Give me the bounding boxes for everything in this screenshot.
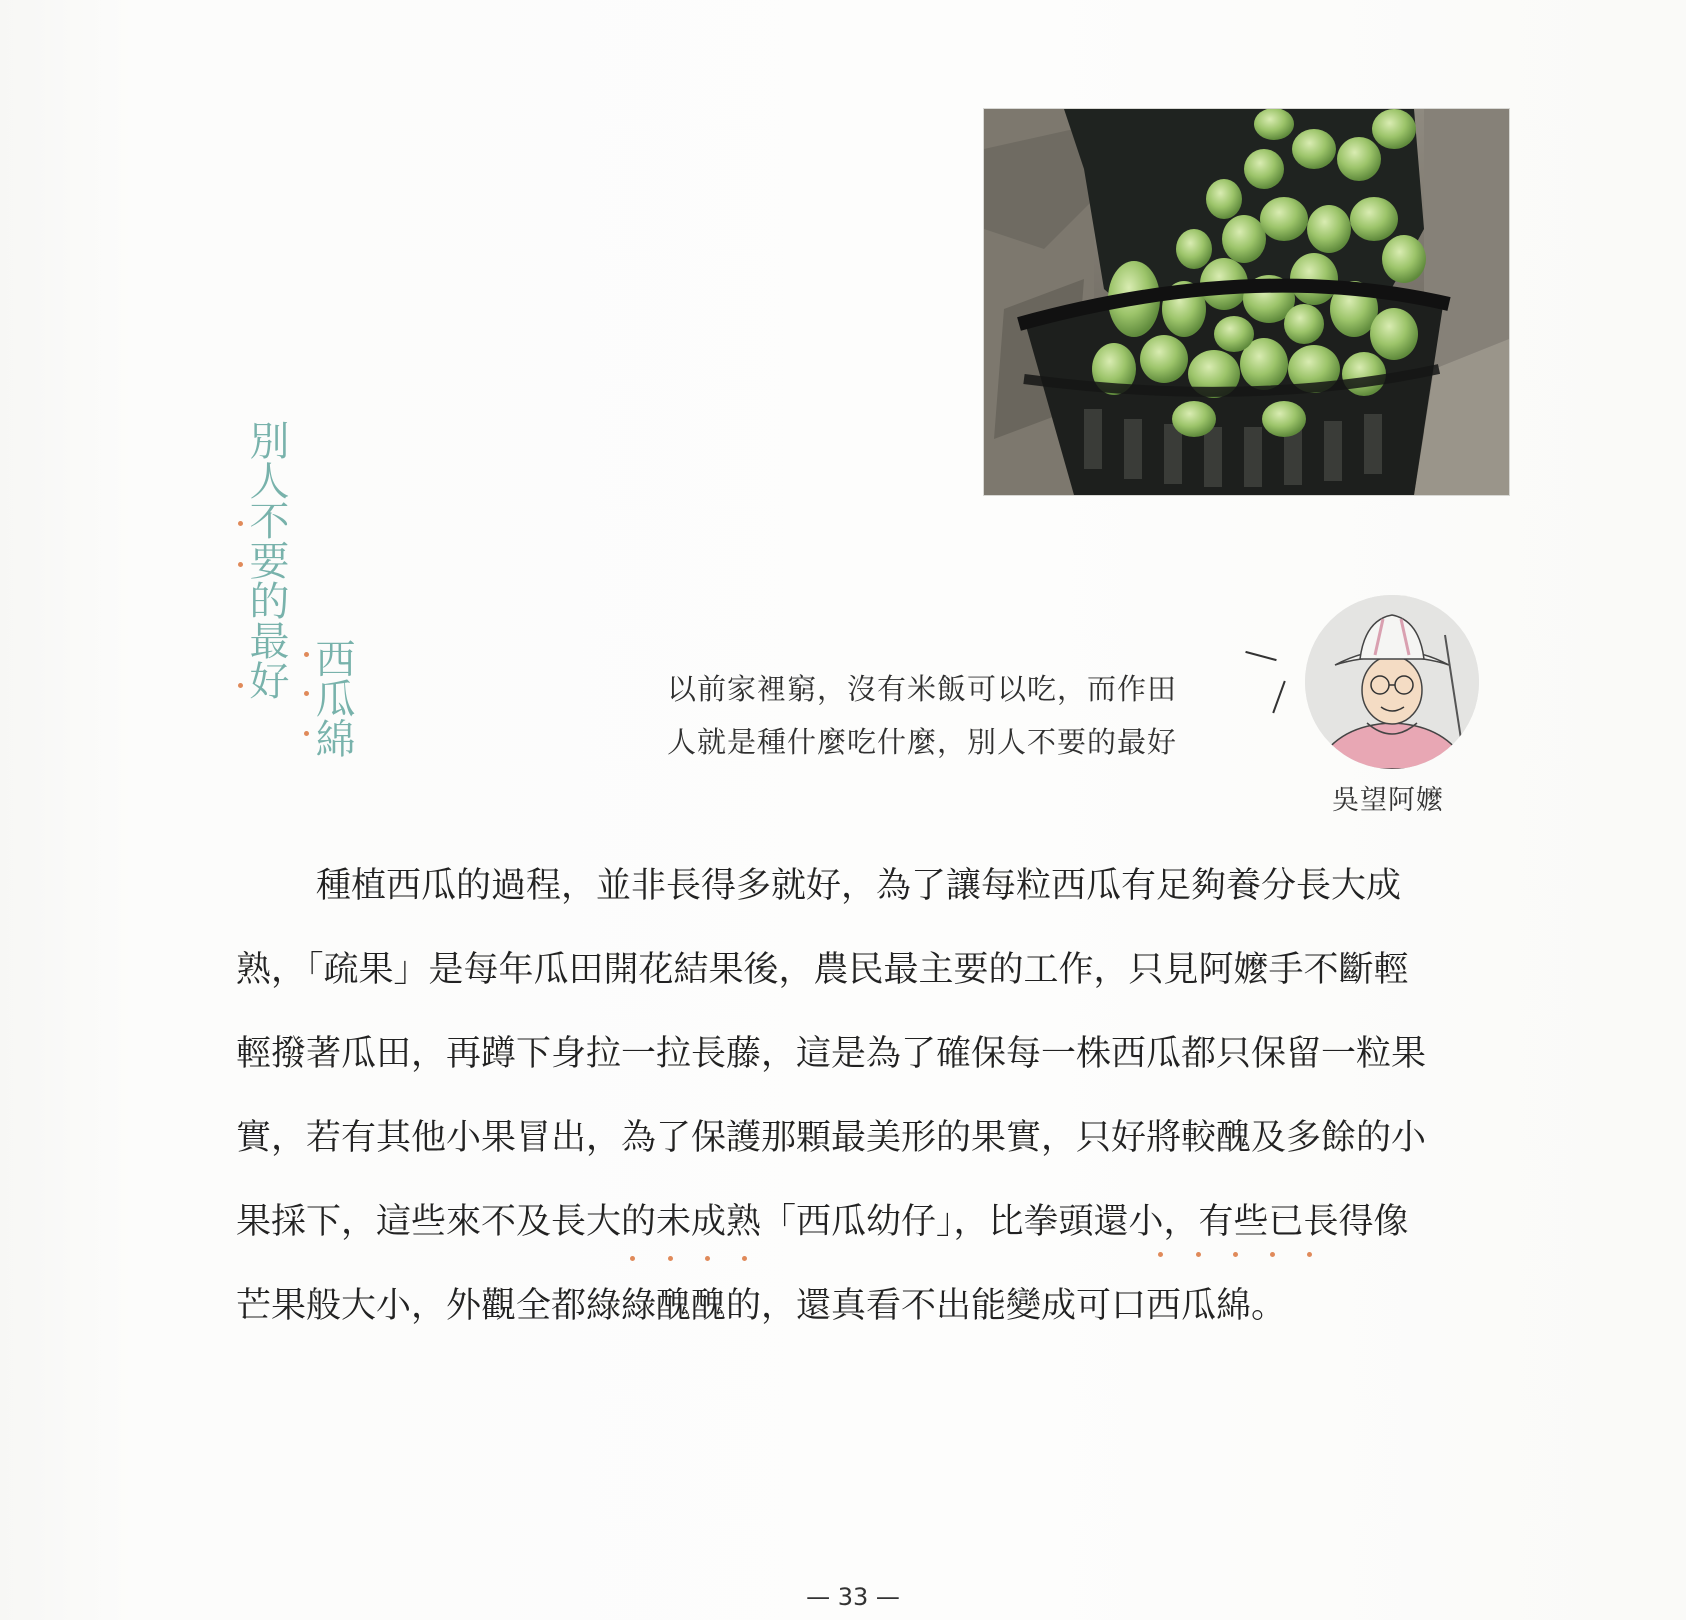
emphasis-dot — [1270, 1252, 1275, 1257]
article-title: 別人不要的最好 — [243, 420, 289, 700]
title-dot — [238, 521, 243, 526]
body-line: 果採下，這些來不及長大的未成熟「西瓜幼仔」，比拳頭還小，有些已長得像 — [236, 1202, 1409, 1242]
emphasis-dot — [742, 1256, 747, 1261]
article-subtitle: 西瓜綿 — [309, 638, 355, 758]
title-dot — [238, 562, 243, 567]
body-line: 實，若有其他小果冒出，為了保護那顆最美形的果實，只好將較醜及多餘的小 — [236, 1118, 1427, 1158]
watermelon-basket-photo — [983, 108, 1510, 496]
quote-line: 人就是種什麼吃什麼，別人不要的最好 — [667, 725, 1178, 759]
emphasis-dot — [705, 1256, 710, 1261]
body-line: 芒果般大小，外觀全都綠綠醜醜的，還真看不出能變成可口西瓜綿。 — [236, 1286, 1287, 1326]
quote-line: 以前家裡窮，沒有米飯可以吃，而作田 — [667, 672, 1178, 706]
emphasis-dot — [668, 1256, 673, 1261]
emphasis-dot — [1307, 1252, 1312, 1257]
body-line: 輕撥著瓜田，再蹲下身拉一拉長藤，這是為了確保每一株西瓜都只保留一粒果 — [236, 1034, 1427, 1074]
title-dot — [304, 731, 309, 736]
speech-tick — [1272, 681, 1286, 714]
body-line: 種植西瓜的過程，並非長得多就好，為了讓每粒西瓜有足夠養分長大成 — [316, 866, 1402, 906]
body-line: 熟，「疏果」是每年瓜田開花結果後，農民最主要的工作，只見阿嬤手不斷輕 — [236, 950, 1409, 990]
page-number: — 33 — — [806, 1583, 900, 1611]
emphasis-dot — [1196, 1252, 1201, 1257]
speech-tick — [1245, 651, 1276, 661]
title-dot — [304, 652, 309, 657]
emphasis-dot — [1233, 1252, 1238, 1257]
avatar-name: 吳望阿嬤 — [1332, 785, 1444, 816]
quote-block — [667, 663, 1267, 769]
grandma-portrait-icon — [1305, 595, 1479, 769]
emphasis-dot — [630, 1256, 635, 1261]
body-paragraph — [236, 844, 1516, 1348]
emphasis-dot — [1158, 1252, 1163, 1257]
title-dot — [238, 683, 243, 688]
title-dot — [304, 691, 309, 696]
